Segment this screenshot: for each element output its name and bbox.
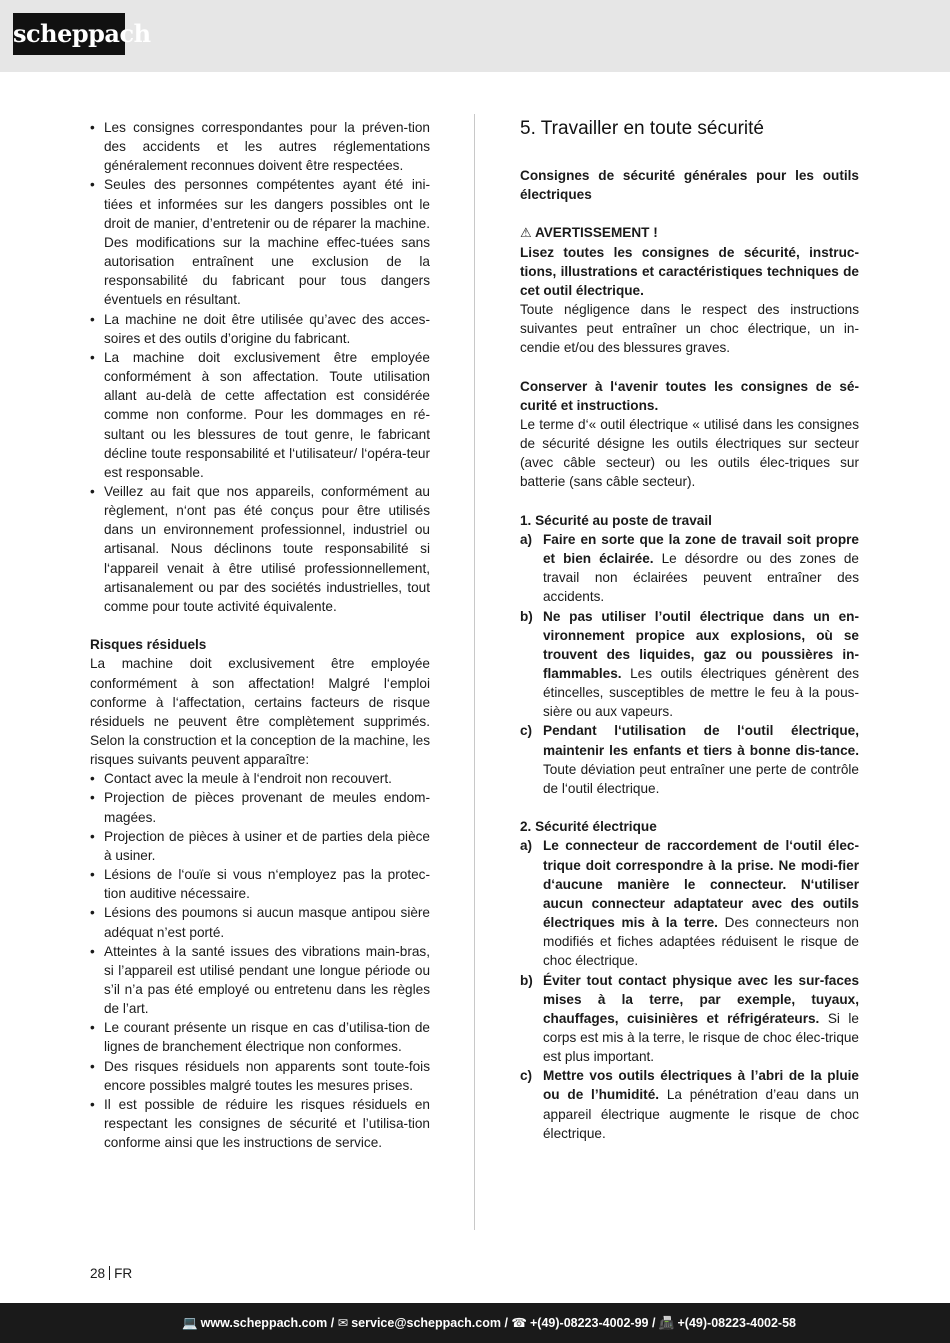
intro-bullet-list [90, 118, 430, 616]
footer-phone: +(49)-08223-4002-99 / [530, 1316, 656, 1330]
list-item: • Veillez au fait que nos appareils, conformément au règlement, n‘ont pas été conçus pour être utilisés dans un environnement professionnel, industriel ou artisanal. Nous déclinons toute responsabilité si l‘appareil venait à être utilisé professionnellement, artisanalement ou par des sociétés industrielles, tout comme pour toute activité équivalente. [90, 482, 430, 616]
item-text: Si le corps est mis à la terre, le risque de choc élec-trique est plus important. [543, 1010, 859, 1065]
footer-website-link[interactable]: www.scheppach.com / [200, 1316, 335, 1330]
warning-icon: ⚠ [520, 225, 532, 241]
phone-icon: ☎ [511, 1316, 527, 1330]
item-bold-text: Le connecteur de raccordement de l‘outil élec-trique doit correspondre à la prise. Ne modi-fier d‘aucune manière le connecteur. N‘utiliser aucun connecteur adaptateur avec des outils électriques mis à la terre. [543, 838, 859, 931]
item-bold-text: Mettre vos outils électriques à l’abri de la pluie ou de l’humidité. [543, 1068, 859, 1103]
electrical-safety-heading: 2. Sécurité électrique [520, 819, 657, 835]
warning-bold-text: Lisez toutes les consignes de sécurité, instruc-tions, illustrations et caractéristiques techniques de cet outil électrique. [520, 244, 859, 298]
item-marker: b) [520, 972, 533, 988]
left-column [90, 118, 430, 1152]
page-number [90, 1265, 132, 1283]
list-item [520, 971, 859, 1067]
warning-label-line [520, 223, 859, 242]
list-item: • Projection de pièces à usiner et de parties dela pièce à usiner. [90, 827, 430, 865]
page-language: FR [114, 1266, 133, 1281]
list-item [520, 836, 859, 970]
general-safety-heading: Consignes de sécurité générales pour les outils électriques [520, 168, 859, 203]
list-item [520, 530, 859, 607]
mail-icon: ✉ [337, 1316, 349, 1330]
item-text: Le désordre ou des zones de travail non éclairées peuvent entraîner des accidents. [543, 551, 859, 605]
section-title: 5. Travailler en toute sécurité [520, 118, 764, 139]
item-bold-text: Pendant l‘utilisation de l‘outil électrique, maintenir les enfants et tiers à bonne dis-tance. [543, 723, 859, 758]
item-marker: a) [520, 838, 533, 854]
computer-icon: 💻 [182, 1316, 198, 1330]
workplace-safety-list [520, 530, 859, 798]
list-item [520, 607, 859, 722]
keep-instructions-text: Le terme d‘« outil électrique « utilisé dans les consignes de sécurité désigne les outils électriques sur secteur (avec câble secteur) ou les outils élec-triques sur batterie (sans câble secteur). [520, 417, 859, 490]
footer-email-link[interactable]: service@scheppach.com / [351, 1316, 508, 1330]
list-item [520, 1066, 859, 1143]
header-band [0, 0, 950, 72]
item-marker: c) [520, 723, 533, 739]
footer-band [0, 1303, 950, 1343]
list-item: • Lésions de l‘ouïe si vous n‘employez pas la protec-tion auditive nécessaire. [90, 865, 430, 903]
page-number-separator [109, 1266, 110, 1280]
list-item: • Le courant présente un risque en cas d’utilisa-tion de lignes de branchement électrique non conformes. [90, 1018, 430, 1056]
keep-instructions-bold: Conserver à l‘avenir toutes les consignes de sé-curité et instructions. [520, 378, 859, 413]
list-item: • La machine ne doit être utilisée qu’avec des acces-soires et des outils d’origine du fabricant. [90, 310, 430, 348]
list-item: • La machine doit exclusivement être employée conformément à son affectation. Toute utilisation allant au-delà de cette affectation est considérée comme non conforme. Pour les dommages en ré-sultant ou les blessures de tout genre, le fabricant décline toute responsabilité et l‘utilisateur/ l‘opéra-teur est responsable. [90, 348, 430, 482]
item-text: Toute déviation peut entraîner une perte de contrôle de l‘outil électrique. [543, 761, 859, 796]
electrical-safety-list [520, 836, 859, 1143]
right-column [520, 118, 859, 1143]
list-item: • Contact avec la meule à l‘endroit non recouvert. [90, 769, 430, 788]
item-marker: b) [520, 608, 533, 624]
item-bold-text: Ne pas utiliser l’outil électrique dans un en-vironnement propice aux explosions, où se trouvent des liquides, gaz ou poussières in-flammables. [543, 608, 859, 682]
list-item: • Des risques résiduels non apparents sont toute-fois encore possibles malgré toutes les mesures prises. [90, 1057, 430, 1095]
workplace-safety-heading: 1. Sécurité au poste de travail [520, 512, 712, 528]
item-text: Des connecteurs non modifiés et fiches adaptées réduisent le risque de choc électrique. [543, 915, 859, 969]
item-marker: c) [520, 1068, 533, 1084]
warning-text: Toute négligence dans le respect des instructions suivantes peut entraîner un choc électrique, un in-cendie et/ou des blessures graves. [520, 302, 859, 356]
column-divider [474, 114, 475, 1230]
scheppach-logo: scheppach [13, 13, 125, 55]
item-text: La pénétration d’eau dans un appareil électrique augmente le risque de choc électrique. [543, 1087, 859, 1141]
item-text: Les outils électriques génèrent des étincelles, susceptibles de mettre le feu à la pous-sière ou aux vapeurs. [543, 666, 859, 720]
page-number-value: 28 [90, 1266, 106, 1281]
residual-risks-intro: La machine doit exclusivement être employée conformément à son affectation! Malgré l‘emploi conforme à l‘affectation, certains facteurs de risque résiduels ne peuvent être complètement supprimés. Selon la construction et la conception de la machine, les risques suivants peuvent apparaître: [90, 656, 430, 768]
footer-fax: +(49)-08223-4002-58 [677, 1316, 796, 1330]
warning-label: AVERTISSEMENT ! [534, 225, 658, 241]
residual-risks-list [90, 769, 430, 1152]
item-bold-text: Faire en sorte que la zone de travail soit propre et bien éclairée. [543, 531, 859, 567]
fax-icon: 📠 [658, 1316, 675, 1330]
list-item: • Lésions des poumons si aucun masque antipou sière adéquat n’est porté. [90, 903, 430, 941]
item-marker: a) [520, 531, 533, 547]
list-item: • Seules des personnes compétentes ayant été ini-tiées et informées sur les dangers possibles ont le droit de manier, d’entretenir ou de réparer la machine. Des modifications sur la machine effec-tuées sans autorisation entraînent une exclusion de la responsabilité du fabricant pour tous dangers éventuels en résultant. [90, 175, 430, 309]
residual-risks-heading: Risques résiduels [90, 637, 207, 653]
list-item: • Projection de pièces provenant de meules endom-magées. [90, 788, 430, 826]
list-item: • Atteintes à la santé issues des vibrations main-bras, si l’appareil est utilisé pendant une longue période ou s’il n’a pas été employé ou entretenu dans les règles de l’art. [90, 942, 430, 1019]
list-item: • Les consignes correspondantes pour la préven-tion des accidents et les autres réglementations généralement reconnues doivent être respectées. [90, 118, 430, 175]
item-bold-text: Éviter tout contact physique avec les sur-faces mises à la terre, par exemple, tuyaux, chauffages, cuisinières et réfrigérateurs. [543, 972, 859, 1026]
footer-contact [182, 1315, 796, 1331]
list-item [520, 721, 859, 798]
list-item: • Il est possible de réduire les risques résiduels en respectant les consignes de sécurité et l’utilisa-tion conforme ainsi que les instructions de service. [90, 1095, 430, 1152]
